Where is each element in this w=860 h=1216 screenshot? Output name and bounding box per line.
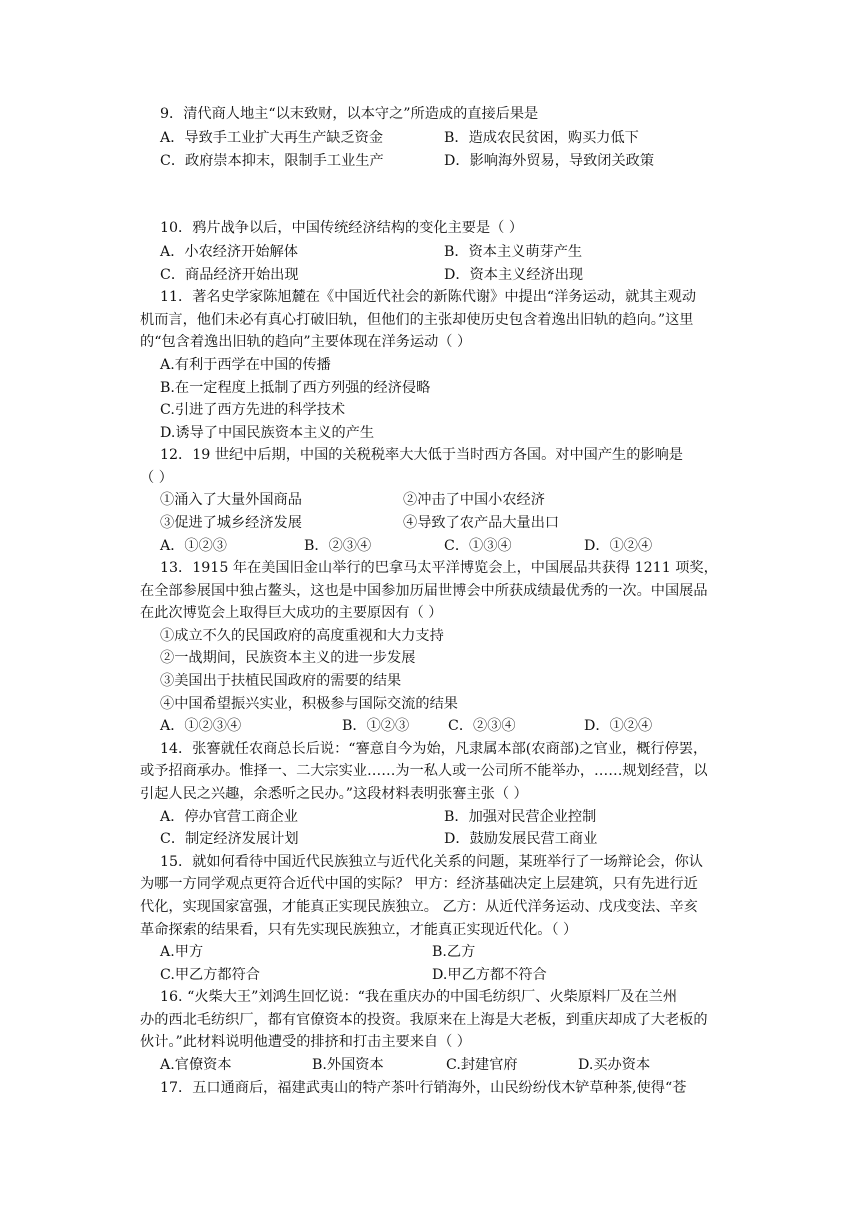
- q14-stem-line3: 引起人民之兴趣，余悉听之民办。”这段材料表明张謇主张（ ）: [140, 786, 528, 802]
- q13-option-c: C．②③④: [448, 718, 516, 734]
- q13-stem-line1: 13．1915 年在美国旧金山举行的巴拿马太平洋博览会上，中国展品共获得 1211 项奖，: [160, 560, 718, 576]
- q13-item-4: ④中国希望振兴实业，积极参与国际交流的结果: [160, 696, 458, 712]
- q16-option-b: B.外国资本: [312, 1057, 384, 1073]
- q13-item-1: ①成立不久的民国政府的高度重视和大力支持: [160, 628, 444, 644]
- q16-stem-line3: 伙计。”此材料说明他遭受的排挤和打击主要来自（ ）: [140, 1034, 471, 1050]
- q16-option-a: A.官僚资本: [160, 1057, 232, 1073]
- q11-option-c: C.引进了西方先进的科学技术: [160, 402, 346, 418]
- q11-stem-line2: 机而言，他们未必有真心打破旧轨，但他们的主张却使历史包含着逸出旧轨的趋向。”这里: [140, 312, 694, 328]
- q13-item-2: ②一战期间，民族资本主义的进一步发展: [160, 650, 416, 666]
- q15-option-d: D.甲乙方都不符合: [432, 967, 547, 983]
- q15-option-a: A.甲方: [160, 944, 204, 960]
- q13-stem-line3: 在此次博览会上取得巨大成功的主要原因有（ ）: [140, 605, 443, 621]
- q10-option-b: B．资本主义萌芽产生: [444, 244, 583, 260]
- q10-stem: 10．鸦片战争以后，中国传统经济结构的变化主要是（ ）: [160, 220, 524, 236]
- q13-stem-line2: 在全部参展国中独占鳌头，这也是中国参加历届世博会中所获成绩最优秀的一次。中国展品: [140, 583, 708, 599]
- q9-option-b: B．造成农民贫困，购买力低下: [444, 130, 639, 146]
- q14-option-a: A．停办官营工商企业: [160, 809, 298, 825]
- q11-stem-line3: 的“包含着逸出旧轨的趋向”主要体现在洋务运动（ ）: [140, 334, 472, 350]
- q9-option-d: D．影响海外贸易，导致闭关政策: [444, 153, 655, 169]
- q12-stem-line1: 12．19 世纪中后期，中国的关税税率大大低于当时西方各国。对中国产生的影响是: [160, 447, 683, 463]
- q15-stem-line2: 为哪一方同学观点更符合近代中国的实际？ 甲方：经济基础决定上层建筑，只有先进行近: [140, 876, 698, 892]
- q12-option-d: D．①②④: [584, 538, 653, 554]
- q15-stem-line3: 代化，实现国家富强，才能真正实现民族独立。 乙方：从近代洋务运动、戊戌变法、辛亥: [140, 899, 698, 915]
- q15-stem-line4: 革命探索的结果看，只有先实现民族独立，才能真正实现近代化。（ ）: [140, 922, 578, 938]
- q15-option-b: B.乙方: [432, 944, 476, 960]
- q11-stem-line1: 11．著名史学家陈旭麓在《中国近代社会的新陈代谢》中提出“洋务运动，就其主观动: [160, 289, 697, 305]
- q13-option-d: D．①②④: [584, 718, 653, 734]
- q12-option-c: C．①③④: [444, 538, 512, 554]
- q12-option-b: B．②③④: [304, 538, 372, 554]
- q12-item-3: ③促进了城乡经济发展: [160, 515, 302, 531]
- q10-option-a: A．小农经济开始解体: [160, 244, 298, 260]
- q12-option-a: A．①②③: [160, 538, 227, 554]
- q13-option-a: A．①②③④: [160, 718, 242, 734]
- q10-option-c: C．商品经济开始出现: [160, 267, 299, 283]
- q12-item-2: ②冲击了中国小农经济: [403, 492, 545, 508]
- q12-item-1: ①涌入了大量外国商品: [160, 492, 302, 508]
- q9-option-c: C．政府崇本抑末，限制手工业生产: [160, 153, 384, 169]
- q9-option-a: A．导致手工业扩大再生产缺乏资金: [160, 130, 384, 146]
- q14-stem-line2: 或予招商承办。惟择一、二大宗实业……为一私人或一公司所不能举办，……规划经营，以: [140, 763, 708, 779]
- q13-option-b: B．①②③: [342, 718, 410, 734]
- q17-stem-line1: 17．五口通商后，福建武夷山的特产茶叶行销海外，山民纷纷伐木铲草种茶,使得“苍: [160, 1080, 687, 1096]
- q11-option-a: A.有利于西学在中国的传播: [160, 357, 331, 373]
- q16-stem-line2: 办的西北毛纺织厂，都有官僚资本的投资。我原来在上海是大老板，到重庆却成了大老板的: [140, 1012, 708, 1028]
- q14-option-c: C．制定经济发展计划: [160, 831, 299, 847]
- q11-option-b: B.在一定程度上抵制了西方列强的经济侵略: [160, 380, 431, 396]
- q15-stem-line1: 15．就如何看待中国近代民族独立与近代化关系的问题，某班举行了一场辩论会，你认: [160, 854, 703, 870]
- q10-option-d: D．资本主义经济出现: [444, 267, 584, 283]
- q11-option-d: D.诱导了中国民族资本主义的产生: [160, 425, 375, 441]
- q13-item-3: ③美国出于扶植民国政府的需要的结果: [160, 673, 402, 689]
- q16-option-c: C.封建官府: [446, 1057, 518, 1073]
- q16-option-d: D.买办资本: [578, 1057, 651, 1073]
- q12-item-4: ④导致了农产品大量出口: [403, 515, 560, 531]
- q14-option-d: D．鼓励发展民营工商业: [444, 831, 598, 847]
- q12-stem-line2: （ ）: [140, 470, 173, 486]
- q15-option-c: C.甲乙方都符合: [160, 967, 260, 983]
- q16-stem-line1: 16. “火柴大王”刘鸿生回忆说：“我在重庆办的中国毛纺织厂、火柴原料厂及在兰州: [160, 989, 678, 1005]
- q14-option-b: B．加强对民营企业控制: [444, 809, 597, 825]
- q9-stem: 9．清代商人地主“以末致财，以本守之”所造成的直接后果是: [160, 106, 539, 122]
- q14-stem-line1: 14．张謇就任农商总长后说：“謇意自今为始，凡隶属本部(农商部)之官业，概行停罢，: [160, 741, 708, 757]
